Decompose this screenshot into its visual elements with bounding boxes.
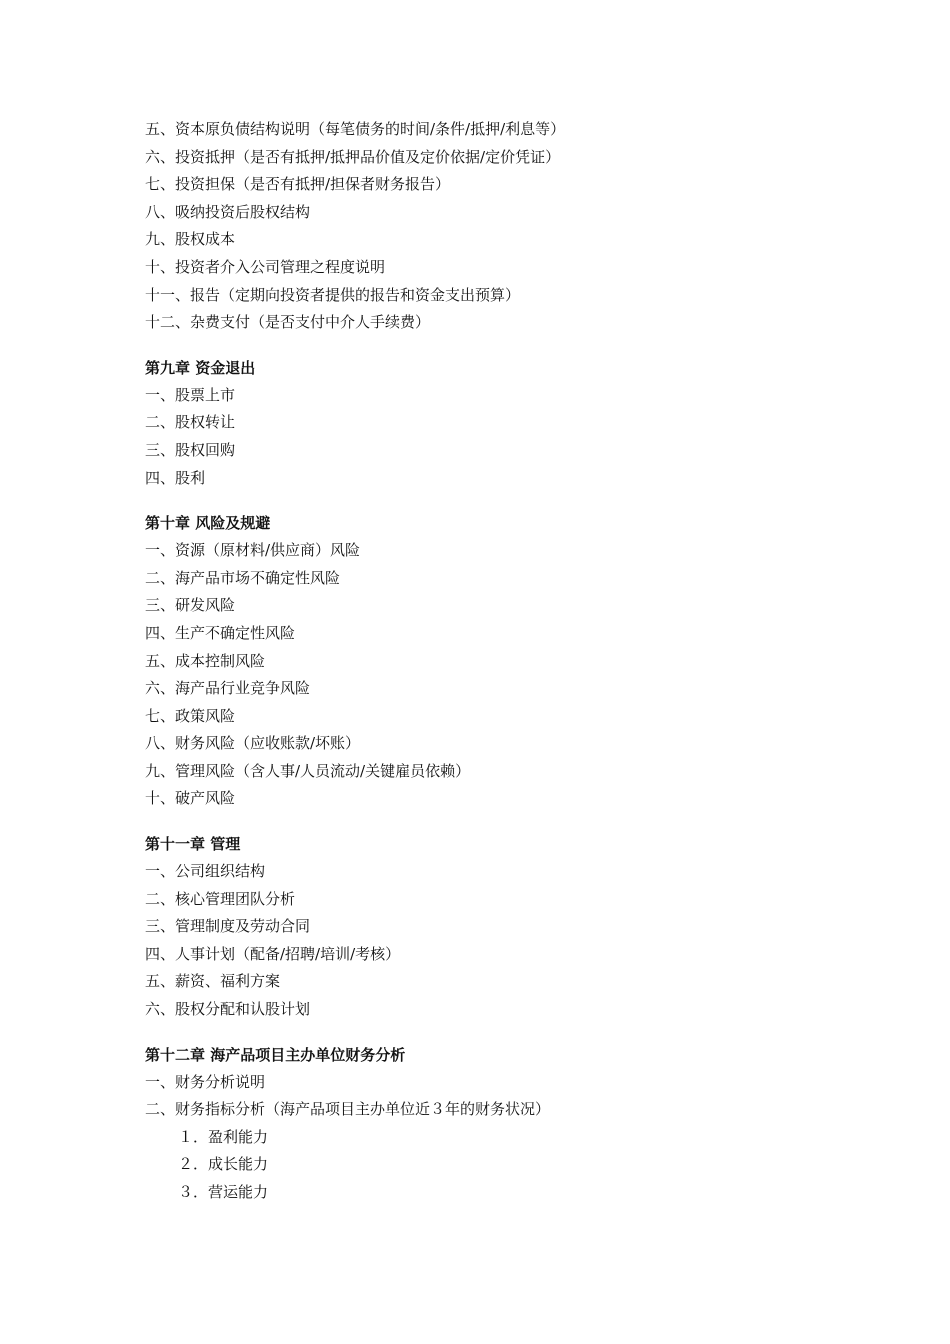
list-item: 九、管理风险（含人事/人员流动/关键雇员依赖）: [145, 761, 471, 780]
chapter-heading: 第九章 资金退出: [145, 358, 256, 377]
list-item: 四、人事计划（配备/招聘/培训/考核）: [145, 944, 401, 963]
list-item: 六、投资抵押（是否有抵押/抵押品价值及定价依据/定价凭证）: [145, 147, 561, 166]
list-item: 一、资源（原材料/供应商）风险: [145, 541, 361, 560]
list-item: 五、资本原负债结构说明（每笔债务的时间/条件/抵押/利息等）: [145, 120, 566, 138]
list-item: 十二、杂费支付（是否支付中介人手续费）: [145, 313, 431, 332]
chapter-heading: 第十二章 海产品项目主办单位财务分析: [145, 1045, 406, 1064]
list-item: 八、吸纳投资后股权结构: [145, 202, 311, 221]
list-item: 四、生产不确定性风险: [145, 623, 296, 642]
list-item: 四、股利: [145, 468, 206, 487]
chapter-11: [145, 831, 845, 1024]
list-item: 五、成本控制风险: [145, 651, 266, 670]
list-item: 六、股权分配和认股计划: [145, 1000, 311, 1019]
chapter-10: [145, 510, 845, 813]
list-item: 七、政策风险: [145, 706, 236, 725]
sub-list-item: ３．营运能力: [178, 1183, 269, 1201]
list-item: 十一、报告（定期向投资者提供的报告和资金支出预算）: [145, 285, 521, 304]
sub-list-item: １．盈利能力: [178, 1127, 269, 1146]
list-item: 一、公司组织结构: [145, 862, 266, 881]
section-investment-items: [145, 116, 845, 337]
list-item: 三、研发风险: [145, 596, 236, 615]
chapter-12: [145, 1042, 845, 1207]
list-item: 二、股权转让: [145, 413, 236, 432]
list-item: 十、投资者介入公司管理之程度说明: [145, 257, 386, 276]
list-item: 七、投资担保（是否有抵押/担保者财务报告）: [145, 175, 451, 194]
list-item: 九、股权成本: [145, 230, 236, 249]
list-item: 五、薪资、福利方案: [145, 972, 281, 991]
list-item: 二、海产品市场不确定性风险: [145, 568, 341, 587]
chapter-9: [145, 355, 845, 492]
list-item: 三、管理制度及劳动合同: [145, 917, 311, 936]
list-item: 六、海产品行业竞争风险: [145, 679, 311, 698]
list-item: 三、股权回购: [145, 440, 236, 459]
list-item: 二、财务指标分析（海产品项目主办单位近３年的财务状况）: [145, 1100, 551, 1119]
list-item: 八、财务风险（应收账款/坏账）: [145, 734, 361, 753]
list-item: 十、破产风险: [145, 789, 236, 808]
chapter-heading: 第十一章 管理: [145, 835, 241, 854]
chapter-heading: 第十章 风险及规避: [145, 514, 271, 533]
list-item: 一、财务分析说明: [145, 1072, 266, 1091]
list-item: 二、核心管理团队分析: [145, 889, 296, 908]
list-item: 一、股票上市: [145, 385, 236, 404]
sub-list-item: ２．成长能力: [178, 1155, 269, 1174]
document-page: [145, 116, 845, 1207]
